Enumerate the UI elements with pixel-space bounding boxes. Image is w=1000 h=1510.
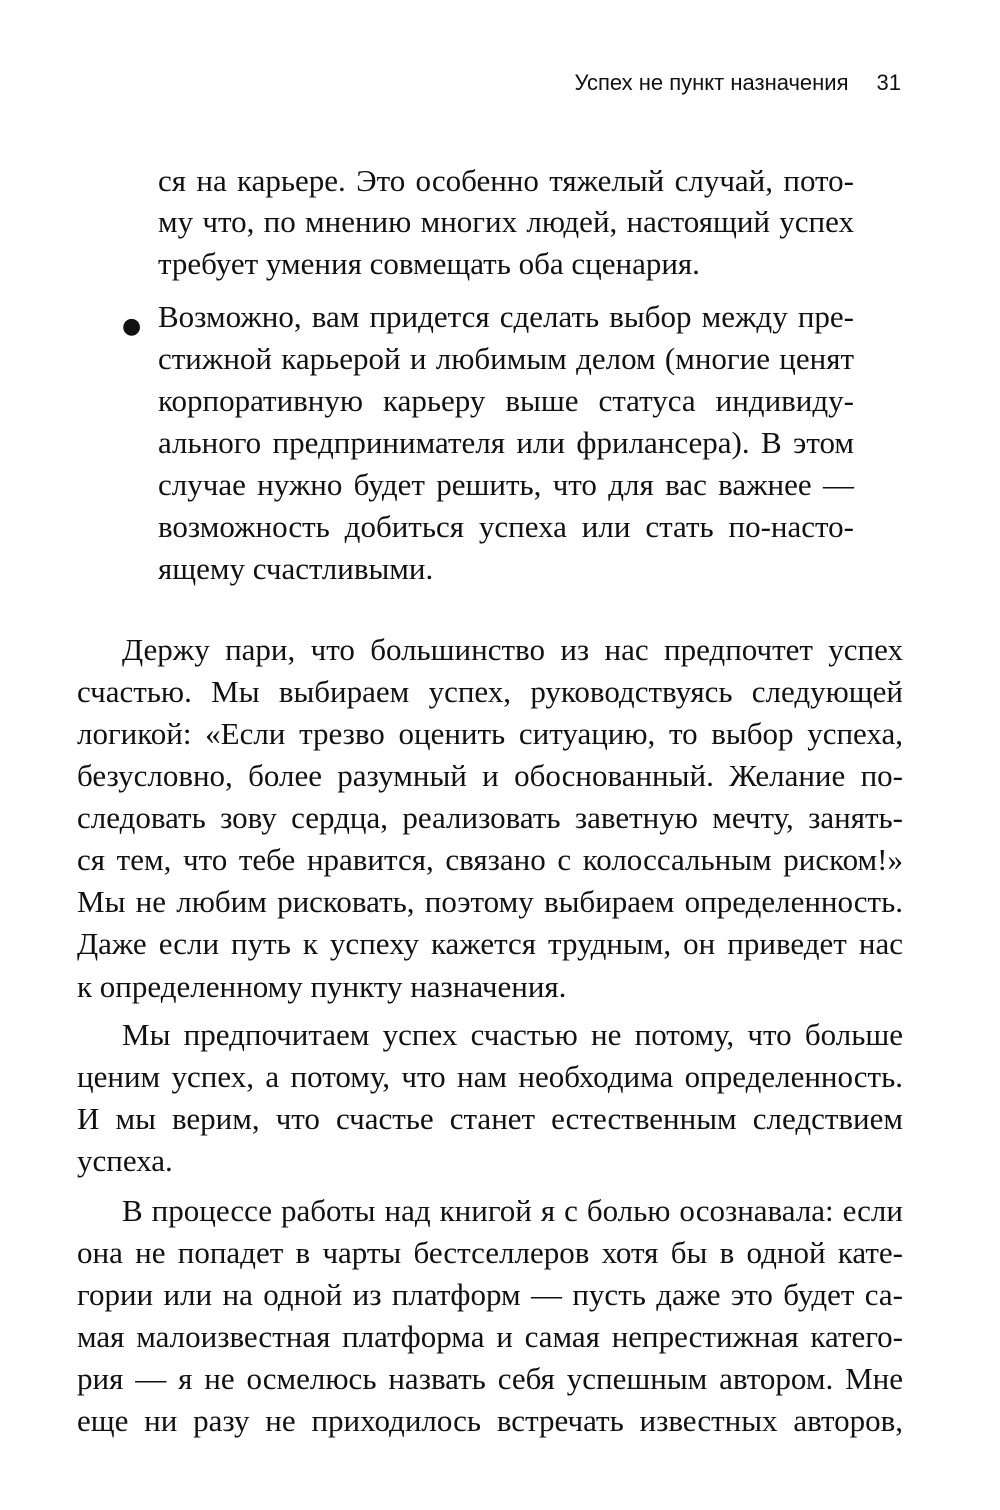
bullet-item-line: случае нужно будет решить, что для вас важнее —: [158, 467, 854, 502]
paragraph-1-line: следовать зову сердца, реализовать заветную мечту, занять-: [77, 800, 903, 835]
paragraph-1-line: логикой: «Если трезво оценить ситуацию, то выбор успеха,: [77, 716, 903, 751]
paragraph-1-line: Даже если путь к успеху кажется трудным, он приведет нас: [77, 926, 903, 961]
bullet-item-line: ального предпринимателя или фрилансера). В этом: [158, 425, 854, 460]
paragraph-2-line: ценим успех, а потому, что нам необходима определенность.: [77, 1059, 903, 1094]
paragraph-2-line: И мы верим, что счастье станет естественным следствием: [77, 1101, 903, 1136]
bullet-item-line: ящему счастливыми.: [158, 551, 434, 586]
bullet-cont-line: ся на карьере. Это особенно тяжелый случай, пото-: [158, 163, 854, 198]
bullet-cont-line: му что, по мнению многих людей, настоящий успех: [158, 204, 854, 239]
paragraph-2-line: Мы предпочитаем успех счастью не потому, что больше: [122, 1017, 903, 1052]
paragraph-3-line: гории или на одной из платформ — пусть даже это будет са-: [77, 1277, 903, 1312]
bullet-cont-line: требует умения совмещать оба сценария.: [158, 246, 700, 281]
paragraph-1-line: к определенному пункту назначения.: [77, 969, 567, 1004]
bullet-item-line: возможность добиться успеха или стать по-насто-: [158, 509, 854, 544]
paragraph-1-line: безусловно, более разумный и обоснованный. Желание по-: [77, 758, 903, 793]
paragraph-1-line: Держу пари, что большинство из нас предпочтет успех: [122, 632, 903, 667]
paragraph-3-line: В процессе работы над книгой я с болью осознавала: если: [122, 1193, 903, 1228]
running-header: [574, 70, 901, 96]
paragraph-3-line: мая малоизвестная платформа и самая непрестижная катего-: [77, 1319, 903, 1354]
bullet-item-line: корпоративную карьеру выше статуса индивиду-: [158, 383, 854, 418]
bullet-item-line: стижной карьерой и любимым делом (многие ценят: [158, 341, 854, 376]
paragraph-1-line: Мы не любим рисковать, поэтому выбираем определенность.: [77, 884, 903, 919]
bullet-icon: ●: [122, 314, 142, 339]
paragraph-1-line: счастью. Мы выбираем успех, руководствуясь следующей: [77, 674, 903, 709]
paragraph-3-line: рия — я не осмелюсь назвать себя успешным автором. Мне: [77, 1361, 903, 1396]
bullet-item-line: Возможно, вам придется сделать выбор между пре-: [158, 299, 854, 334]
paragraph-3-line: она не попадет в чарты бестселлеров хотя бы в одной кате-: [77, 1235, 903, 1270]
page-number: 31: [876, 70, 901, 95]
paragraph-1-line: ся тем, что тебе нравится, связано с колоссальным риском!»: [77, 842, 903, 877]
running-header-title: Успех не пункт назначения: [574, 70, 849, 95]
paragraph-2-line: успеха.: [77, 1143, 173, 1178]
paragraph-3-line: еще ни разу не приходилось встречать известных авторов,: [77, 1403, 903, 1438]
